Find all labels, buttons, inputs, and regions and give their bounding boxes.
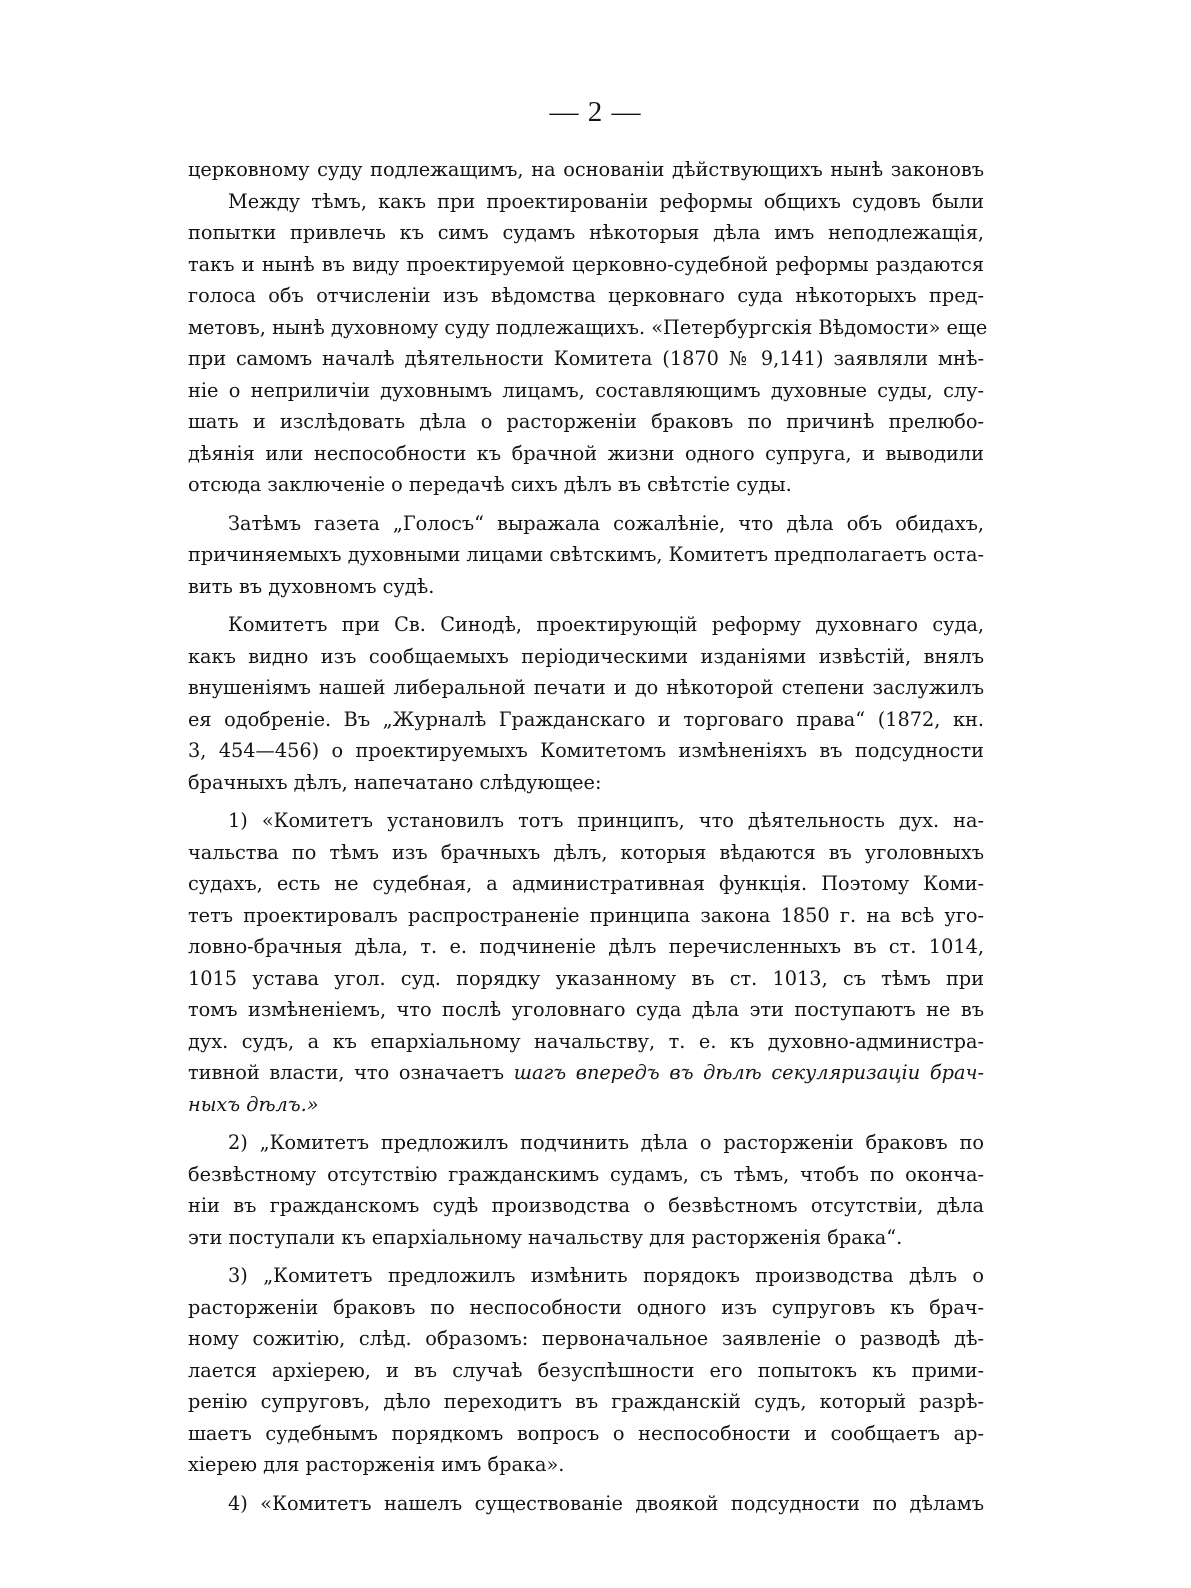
text-line: 3, 454—456) о проектируемыхъ Комитетомъ измѣненіяхъ въ подсудности [188, 739, 984, 762]
text-line: безвѣстному отсутствію гражданскимъ судамъ, съ тѣмъ, чтобъ по оконча- [188, 1162, 984, 1186]
text-line: Между тѣмъ, какъ при проектированіи реформы общихъ судовъ были [228, 189, 984, 213]
text-line: при самомъ началѣ дѣятельности Комитета (1870 № 9,141) заявляли мнѣ- [188, 347, 984, 370]
text-line-part: тивной власти, что означаетъ [188, 1061, 504, 1084]
text-line: Комитетъ при Св. Синодѣ, проектирующій реформу духовнаго суда, [228, 613, 984, 636]
text-line: ніи въ гражданскомъ судѣ производства о безвѣстномъ отсутствіи, дѣла [188, 1194, 984, 1217]
text-line: вить въ духовномъ судѣ. [188, 574, 435, 598]
italic-phrase: шагъ впередъ въ дѣлѣ секуляризаціи брач- [513, 1061, 984, 1084]
text-line: ея одобреніе. Въ „Журналѣ Гражданскаго и торговаго права“ (1872, кн. [188, 707, 984, 731]
text-line: шаетъ судебнымъ порядкомъ вопросъ о неспособности и сообщаетъ ар- [188, 1421, 984, 1445]
text-line: причиняемыхъ духовными лицами свѣтскимъ, Комитетъ предполагаетъ оста- [188, 543, 984, 566]
text-line: эти поступали къ епархіальному начальству для расторженія брака“. [188, 1225, 903, 1249]
text-line: тетъ проектировалъ распространеніе принципа закона 1850 г. на всѣ уго- [188, 903, 984, 927]
text-line: церковному суду подлежащимъ, на основаніи дѣйствующихъ нынѣ законовъ [188, 158, 984, 181]
text-line: 3) „Комитетъ предложилъ измѣнить порядокъ производства дѣлъ о [228, 1264, 984, 1287]
text-line: ному сожитію, слѣд. образомъ: первоначальное заявленіе о разводѣ дѣ- [188, 1327, 984, 1350]
text-line: ныхъ дѣлъ.» [188, 1092, 319, 1116]
text-line: чальства по тѣмъ изъ брачныхъ дѣлъ, которыя вѣдаются въ уголовныхъ [188, 840, 984, 864]
text-line: такъ и нынѣ въ виду проектируемой церковно-судебной реформы раздаются [188, 252, 984, 276]
text-line: ніе о неприличіи духовнымъ лицамъ, составляющимъ духовные суды, слу- [188, 378, 984, 402]
text-line: ренію супруговъ, дѣло переходитъ въ гражданскій судъ, который разрѣ- [188, 1390, 984, 1413]
text-line [188, 1057, 984, 1089]
text-line: судахъ, есть не судебная, а административная функція. Поэтому Коми- [188, 872, 984, 895]
text-line: дѣянія или неспособности къ брачной жизни одного супруга, и выводили [188, 441, 984, 465]
text-line: лается архіерею, и въ случаѣ безуспѣшности его попытокъ къ прими- [188, 1358, 984, 1382]
text-line: отсюда заключеніе о передачѣ сихъ дѣлъ въ свѣтстіе суды. [188, 473, 792, 496]
text-line: 1) «Комитетъ установилъ тотъ принципъ, что дѣятельность дух. на- [228, 809, 984, 832]
text-line: брачныхъ дѣлъ, напечатано слѣдующее: [188, 770, 602, 794]
page-number: — 2 — [549, 96, 642, 128]
text-line: томъ измѣненіемъ, что послѣ уголовнаго суда дѣла эти поступаютъ не въ [188, 998, 984, 1021]
text-line: Затѣмъ газета „Голосъ“ выражала сожалѣніе, что дѣла объ обидахъ, [228, 511, 984, 535]
text-line: дух. судъ, а къ епархіальному начальству, т. е. къ духовно-администра- [188, 1029, 984, 1053]
text-line: 4) «Комитетъ нашелъ существованіе двоякой подсудности по дѣламъ [228, 1491, 984, 1515]
text-line: метовъ, нынѣ духовному суду подлежащихъ. «Петербургскія Вѣдомости» еще [188, 315, 988, 339]
text-line: внушеніямъ нашей либеральной печати и до нѣкоторой степени заслужилъ [188, 676, 984, 699]
text-line: расторженіи браковъ по неспособности одного изъ супруговъ къ брач- [188, 1295, 984, 1319]
text-line: 2) „Комитетъ предложилъ подчинить дѣла о расторженіи браковъ по [228, 1131, 984, 1154]
text-line: попытки привлечь къ симъ судамъ нѣкоторыя дѣла имъ неподлежащія, [188, 221, 984, 244]
text-line: 1015 устава угол. суд. порядку указанному въ ст. 1013, съ тѣмъ при [188, 966, 984, 990]
text-line: голоса объ отчисленіи изъ вѣдомства церковнаго суда нѣкоторыхъ пред- [188, 284, 984, 307]
text-line: какъ видно изъ сообщаемыхъ періодическими изданіями извѣстій, внялъ [188, 644, 984, 668]
text-line: ловно-брачныя дѣла, т. е. подчиненіе дѣлъ перечисленныхъ въ ст. 1014, [188, 935, 984, 958]
text-line: хіерею для расторженія имъ брака». [188, 1453, 565, 1476]
document-body [188, 154, 988, 1519]
text-line: шать и изслѣдовать дѣла о расторженіи браковъ по причинѣ прелюбо- [188, 410, 984, 433]
